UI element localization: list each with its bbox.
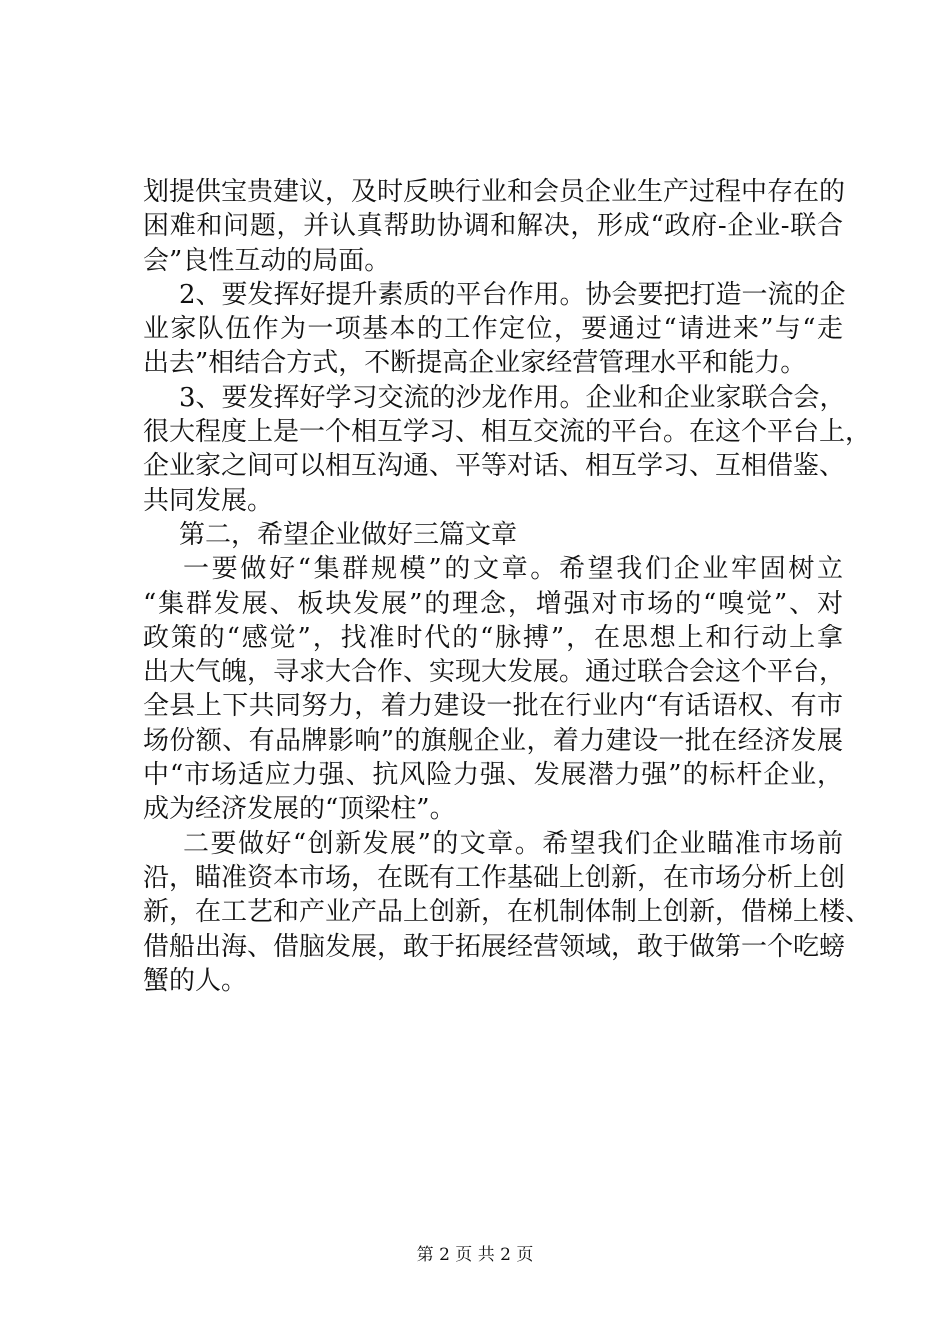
text-line: 政策的“感觉”，找准时代的“脉搏”，在思想上和行动上拿 — [143, 622, 843, 653]
text-line: 共同发展。 — [143, 485, 274, 516]
text-line: 新，在工艺和产业产品上创新，在机制体制上创新，借梯上楼、 — [143, 897, 872, 928]
text-line: 困难和问题，并认真帮助协调和解决，形成“政府-企业-联合 — [143, 211, 843, 242]
text-line: 3、要发挥好学习交流的沙龙作用。企业和企业家联合会， — [179, 382, 846, 413]
text-line: 划提供宝贵建议，及时反映行业和会员企业生产过程中存在的 — [143, 177, 846, 207]
text-line: 业家队伍作为一项基本的工作定位，要通过“请进来”与“走 — [143, 314, 843, 345]
text-line: 很大程度上是一个相互学习、相互交流的平台。在这个平台上， — [143, 417, 872, 448]
text-line: 出去”相结合方式，不断提高企业家经营管理水平和能力。 — [143, 348, 807, 379]
text-line: 企业家之间可以相互沟通、平等对话、相互学习、互相借鉴、 — [143, 451, 846, 482]
text-line: 2、要发挥好提升素质的平台作用。协会要把打造一流的企 — [179, 279, 846, 310]
text-line: 第二，希望企业做好三篇文章 — [179, 519, 518, 550]
text-line: 会”良性互动的局面。 — [143, 245, 391, 276]
text-line: 沿，瞄准资本市场，在既有工作基础上创新，在市场分析上创 — [143, 862, 846, 893]
text-line: 出大气魄，寻求大合作、实现大发展。通过联合会这个平台， — [143, 657, 846, 688]
document-body — [143, 175, 872, 998]
page-footer: 第 2 页 共 2 页 — [416, 1245, 534, 1265]
text-line: “集群发展、板块发展”的理念，增强对市场的“嗅觉”、对 — [143, 588, 843, 619]
text-line: 一要做好“集群规模”的文章。希望我们企业牢固树立 — [183, 554, 843, 585]
text-line: 中“市场适应力强、抗风险力强、发展潜力强”的标杆企业， — [143, 760, 843, 791]
text-line: 蟹的人。 — [143, 965, 248, 996]
text-line: 二要做好“创新发展”的文章。希望我们企业瞄准市场前 — [183, 828, 843, 859]
text-line: 借船出海、借脑发展，敢于拓展经营领域，敢于做第一个吃螃 — [143, 931, 846, 962]
text-line: 全县上下共同努力，着力建设一批在行业内“有话语权、有市 — [143, 691, 843, 722]
text-line: 成为经济发展的“顶梁柱”。 — [143, 794, 456, 825]
text-line: 场份额、有品牌影响”的旗舰企业，着力建设一批在经济发展 — [143, 725, 843, 756]
